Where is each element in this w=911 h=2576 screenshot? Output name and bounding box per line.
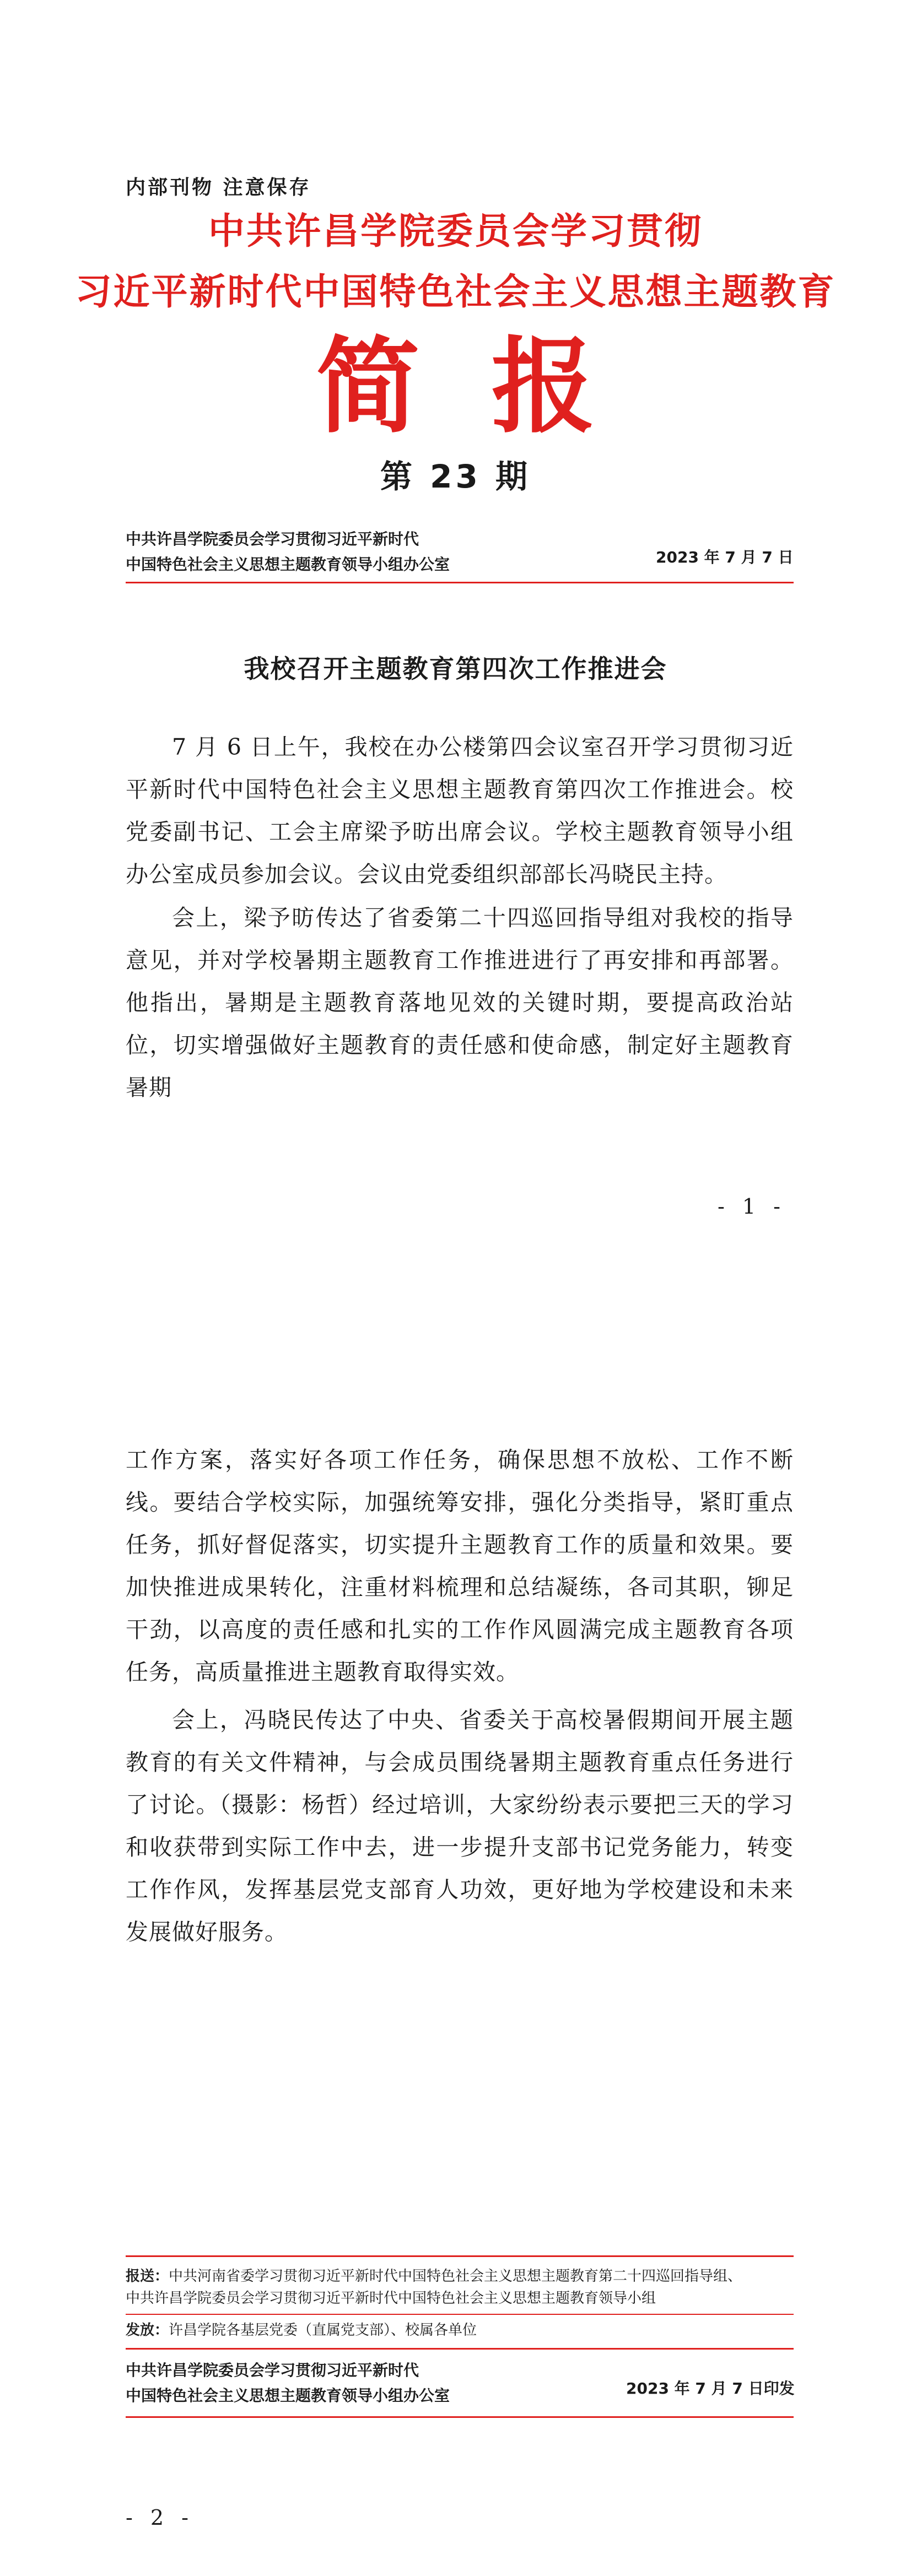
distribution-report — [126, 2265, 794, 2309]
footer-org-line2: 中国特色社会主义思想主题教育领导小组办公室 — [126, 2386, 450, 2405]
send-label: 发放： — [126, 2322, 169, 2339]
article-paragraph-1: 7 月 6 日上午，我校在办公楼第四会议室召开学习贯彻习近平新时代中国特色社会主义思想主题教育第四次工作推进会。校党委副书记、工会主席梁予昉出席会议。学校主题教育领导小组办公室成员参加会议。会议由党委组织部部长冯晓民主持。 — [126, 734, 794, 887]
article-paragraph-2-continued: 工作方案，落实好各项工作任务，确保思想不放松、工作不断线。要结合学校实际，加强统筹安排，强化分类指导，紧盯重点任务，抓好督促落实，切实提升主题教育工作的质量和效果。要加快推进成果转化，注重材料梳理和总结凝练，各司其职，铆足干劲，以高度的责任感和扎实的工作作风圆满完成主题教育各项任务，高质量推进主题教育取得实效。 — [126, 1447, 794, 1685]
issue-number: 第 23 期 — [380, 458, 531, 495]
distribution-bottom-divider — [126, 2348, 794, 2350]
report-line2: 中共许昌学院委员会学习贯彻习近平新时代中国特色社会主义思想主题教育领导小组 — [126, 2290, 656, 2307]
header-title-line2: 习近平新时代中国特色社会主义思想主题教育 — [75, 270, 836, 313]
footer-org-line1: 中共许昌学院委员会学习贯彻习近平新时代 — [126, 2361, 419, 2379]
masthead-org-line2: 中国特色社会主义思想主题教育领导小组办公室 — [126, 555, 450, 573]
footer-organization — [126, 2358, 450, 2409]
brief-heading: 简报 — [316, 327, 667, 447]
page-number-2: - 2 - — [126, 2505, 195, 2530]
footer-divider — [126, 2416, 794, 2418]
masthead-organization — [126, 527, 450, 577]
article-title: 我校召开主题教育第四次工作推进会 — [244, 654, 667, 684]
article-paragraph-2: 会上，梁予昉传达了省委第二十四巡回指导组对我校的指导意见，并对学校暑期主题教育工作推进进行了再安排和再部署。他指出，暑期是主题教育落地见效的关键时期，要提高政治站位，切实增强做好主题教育的责任感和使命感，制定好主题教育暑期 — [126, 905, 794, 1101]
distribution-top-divider — [126, 2255, 794, 2257]
report-label: 报送： — [126, 2268, 169, 2285]
article-paragraph-3: 会上，冯晓民传达了中央、省委关于高校暑假期间开展主题教育的有关文件精神，与会成员围绕暑期主题教育重点任务进行了讨论。（摄影：杨哲）经过培训，大家纷纷表示要把三天的学习和收获带到实际工作中去，进一步提升支部书记党务能力，转变工作作风，发挥基层党支部育人功效，更好地为学校建设和未来发展做好服务。 — [126, 1707, 794, 1945]
footer-date: 2023 年 7 月 7 日印发 — [626, 2379, 795, 2398]
distribution-send — [126, 2319, 794, 2341]
report-line1: 中共河南省委学习贯彻习近平新时代中国特色社会主义思想主题教育第二十四巡回指导组、 — [169, 2268, 742, 2285]
page-number-1: - 1 - — [718, 1194, 786, 1219]
confidential-notice: 内部刊物 注意保存 — [126, 176, 311, 199]
send-text: 许昌学院各基层党委（直属党支部）、校属各单位 — [169, 2322, 477, 2339]
masthead-divider — [126, 582, 794, 583]
masthead-date: 2023 年 7 月 7 日 — [656, 548, 794, 566]
distribution-middle-divider — [126, 2314, 794, 2315]
masthead-org-line1: 中共许昌学院委员会学习贯彻习近平新时代 — [126, 530, 419, 548]
header-title-line1: 中共许昌学院委员会学习贯彻 — [208, 210, 703, 252]
